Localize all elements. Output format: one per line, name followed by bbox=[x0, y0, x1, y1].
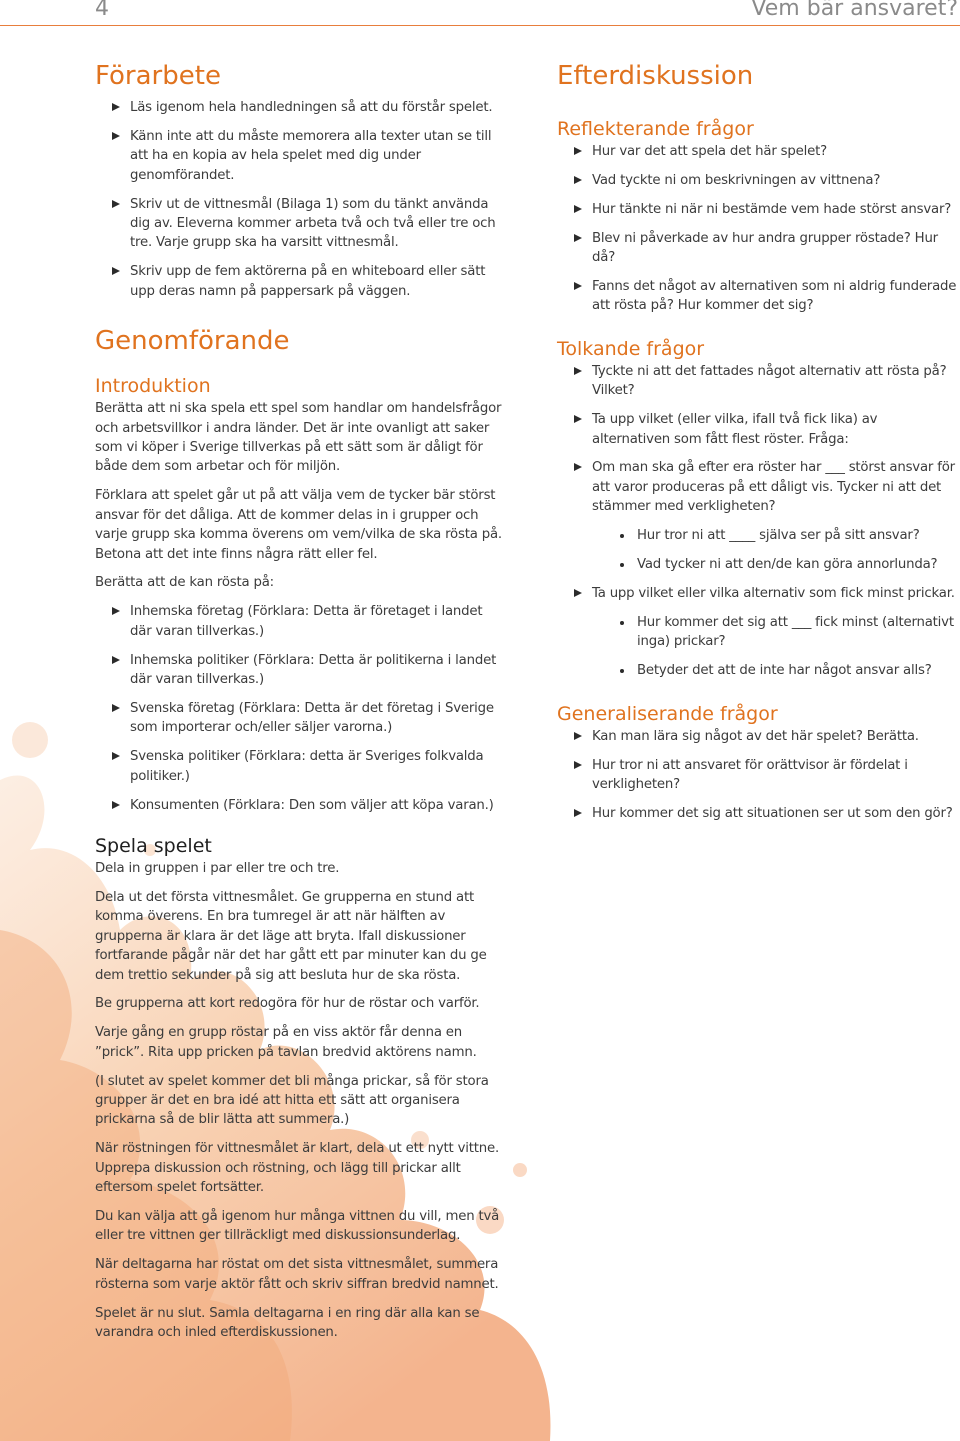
triangle-bullet-icon bbox=[574, 205, 582, 213]
sub-question-list bbox=[592, 613, 957, 681]
triangle-bullet-icon bbox=[112, 801, 120, 809]
triangle-bullet-icon bbox=[112, 103, 120, 111]
intro-paragraph-1: Berätta att ni ska spela ett spel som handlar om handelsfrågor och arbetsvillkor i andra länder. Det är inte ovanligt att saker som vi köper i Sverige tillverkas på ett sätt som är dåligt för både dem som arbetar och för miljön. bbox=[95, 401, 502, 475]
triangle-bullet-icon bbox=[112, 200, 120, 208]
list-item: Läs igenom hela handledningen så att du förstår spelet. bbox=[95, 98, 505, 117]
forarbete-list bbox=[95, 98, 505, 301]
triangle-bullet-icon bbox=[112, 267, 120, 275]
list-item: Tyckte ni att det fattades något alternativ att rösta på? Vilket? bbox=[557, 362, 957, 401]
paragraph: Spelet är nu slut. Samla deltagarna i en ring där alla kan se varandra och inled efterdiskussionen. bbox=[95, 1305, 480, 1341]
generaliserande-list bbox=[557, 727, 957, 824]
list-item: Hur kommer det sig att situationen ser ut som den gör? bbox=[557, 804, 957, 823]
subsection-title-introduktion: Introduktion bbox=[95, 375, 211, 398]
paragraph: Dela ut det första vittnesmålet. Ge grupperna en stund att komma överens. En bra tumregel är att när hälften av grupperna är klara är det läge att bryta. Ifall diskussioner fortfarande pågår när det har gått ett par minuter kan du ge dem trettio sekunder på sig att besluta hur de ska rösta. bbox=[95, 889, 487, 983]
left-column bbox=[95, 58, 505, 1352]
list-item: Ta upp vilket (eller vilka, ifall två fick lika) av alternativen som fått flest röster. Fråga: bbox=[557, 410, 957, 449]
intro-paragraph-3: Berätta att de kan rösta på: bbox=[95, 575, 274, 591]
paragraph: (I slutet av spelet kommer det bli många prickar, så för stora grupper är det en bra idé att hitta ett sätt att organisera prickarna så de blir lätta att summera.) bbox=[95, 1073, 489, 1128]
intro-paragraph-2: Förklara att spelet går ut på att välja vem de tycker bär störst ansvar för det dåliga. Att de kommer delas in i grupper och varje grupp ska komma överens om vem/vilka de ska rösta på. Betona att det inte finns några rätt eller fel. bbox=[95, 488, 502, 562]
section-title-efterdiskussion: Efterdiskussion bbox=[557, 61, 754, 91]
reflekterande-list bbox=[557, 142, 957, 316]
dot-bullet-icon bbox=[620, 563, 624, 567]
header-rule bbox=[0, 25, 960, 26]
subsection-title-spela-spelet: Spela spelet bbox=[95, 834, 212, 857]
sub-list-item: Vad tycker ni att den/de kan göra annorlunda? bbox=[592, 555, 957, 574]
list-item: Hur var det att spela det här spelet? bbox=[557, 142, 957, 161]
triangle-bullet-icon bbox=[574, 809, 582, 817]
paragraph: Du kan välja att gå igenom hur många vittnen du vill, men två eller tre vittnen ger tillräckligt med diskussionsunderlag. bbox=[95, 1209, 500, 1244]
triangle-bullet-icon bbox=[112, 607, 120, 615]
list-item: Svenska politiker (Förklara: detta är Sveriges folkvalda politiker.) bbox=[95, 747, 505, 786]
list-item: Ta upp vilket eller vilka alternativ som fick minst prickar. Hur kommer det sig att ___ fick minst (alternativt inga) prickar? Betyder det att de inte har något ansvar alls? bbox=[557, 584, 957, 681]
list-item: Hur tror ni att ansvaret för orättvisor är fördelat i verkligheten? bbox=[557, 756, 957, 795]
paragraph: Varje gång en grupp röstar på en viss aktör får denna en ”prick”. Rita upp pricken på tavlan bredvid aktörens namn. bbox=[95, 1025, 477, 1060]
list-item: Vad tyckte ni om beskrivningen av vittnena? bbox=[557, 171, 957, 190]
subsection-title-generaliserande: Generaliserande frågor bbox=[557, 702, 778, 725]
triangle-bullet-icon bbox=[574, 732, 582, 740]
vote-options-list bbox=[95, 602, 505, 815]
subsection-title-reflekterande: Reflekterande frågor bbox=[557, 118, 754, 140]
triangle-bullet-icon bbox=[112, 752, 120, 760]
triangle-bullet-icon bbox=[574, 367, 582, 375]
section-title-forarbete: Förarbete bbox=[95, 61, 221, 91]
dot-bullet-icon bbox=[620, 534, 624, 538]
list-item: Blev ni påverkade av hur andra grupper röstade? Hur då? bbox=[557, 229, 957, 268]
list-item: Inhemska företag (Förklara: Detta är företaget i landet där varan tillverkas.) bbox=[95, 602, 505, 641]
triangle-bullet-icon bbox=[574, 463, 582, 471]
running-title: Vem bär ansvaret? bbox=[751, 0, 958, 21]
triangle-bullet-icon bbox=[574, 176, 582, 184]
sub-list-item: Hur tror ni att ____ själva ser på sitt ansvar? bbox=[592, 526, 957, 545]
paragraph: Dela in gruppen i par eller tre och tre. bbox=[95, 860, 340, 876]
paragraph: När deltagarna har röstat om det sista vittnesmålet, summera rösterna som varje aktör fått och skriv siffran bredvid namnet. bbox=[95, 1257, 499, 1292]
triangle-bullet-icon bbox=[112, 704, 120, 712]
list-item: Om man ska gå efter era röster har ___ störst ansvar för att varor produceras på ett dåligt vis. Tycker ni att det stämmer med verkligheten? Hur tror ni att ____ själva ser på sitt ansvar? Vad tycker ni att den/de kan göra annorlunda? bbox=[557, 458, 957, 574]
section-title-genomforande: Genomförande bbox=[95, 326, 290, 357]
list-item: Inhemska politiker (Förklara: Detta är politikerna i landet där varan tillverkas.) bbox=[95, 651, 505, 690]
triangle-bullet-icon bbox=[574, 282, 582, 290]
right-column bbox=[557, 58, 957, 833]
list-item: Fanns det något av alternativen som ni aldrig funderade att rösta på? Hur kommer det sig? bbox=[557, 277, 957, 316]
list-item: Skriv ut de vittnesmål (Bilaga 1) som du tänkt använda dig av. Eleverna kommer arbeta två och två eller tre och tre. Varje grupp ska ha varsitt vittnesmål. bbox=[95, 195, 505, 253]
triangle-bullet-icon bbox=[574, 589, 582, 597]
triangle-bullet-icon bbox=[574, 415, 582, 423]
list-item: Svenska företag (Förklara: Detta är det företag i Sverige som importerar och/eller säljer varorna.) bbox=[95, 699, 505, 738]
tolkande-list bbox=[557, 362, 957, 681]
dot-bullet-icon bbox=[620, 669, 624, 673]
subsection-title-tolkande: Tolkande frågor bbox=[557, 337, 705, 360]
list-item: Känn inte att du måste memorera alla texter utan se till att ha en kopia av hela spelet med dig under genomförandet. bbox=[95, 127, 505, 185]
list-item: Skriv upp de fem aktörerna på en whiteboard eller sätt upp deras namn på pappersark på väggen. bbox=[95, 262, 505, 301]
list-item: Konsumenten (Förklara: Den som väljer att köpa varan.) bbox=[95, 796, 505, 815]
page-number: 4 bbox=[95, 0, 109, 21]
dot-bullet-icon bbox=[620, 621, 624, 625]
triangle-bullet-icon bbox=[574, 234, 582, 242]
sub-list-item: Hur kommer det sig att ___ fick minst (alternativt inga) prickar? bbox=[592, 613, 957, 652]
triangle-bullet-icon bbox=[574, 761, 582, 769]
triangle-bullet-icon bbox=[574, 147, 582, 155]
triangle-bullet-icon bbox=[112, 132, 120, 140]
list-item: Hur tänkte ni när ni bestämde vem hade störst ansvar? bbox=[557, 200, 957, 219]
sub-list-item: Betyder det att de inte har något ansvar alls? bbox=[592, 661, 957, 680]
list-item: Kan man lära sig något av det här spelet? Berätta. bbox=[557, 727, 957, 746]
triangle-bullet-icon bbox=[112, 656, 120, 664]
page-header bbox=[0, 0, 960, 26]
paragraph: Be grupperna att kort redogöra för hur de röstar och varför. bbox=[95, 996, 480, 1012]
sub-question-list bbox=[592, 526, 957, 574]
paragraph: När röstningen för vittnesmålet är klart, dela ut ett nytt vittne. Upprepa diskussion och röstning, och lägg till prickar allt eftersom spelet fortsätter. bbox=[95, 1141, 500, 1196]
